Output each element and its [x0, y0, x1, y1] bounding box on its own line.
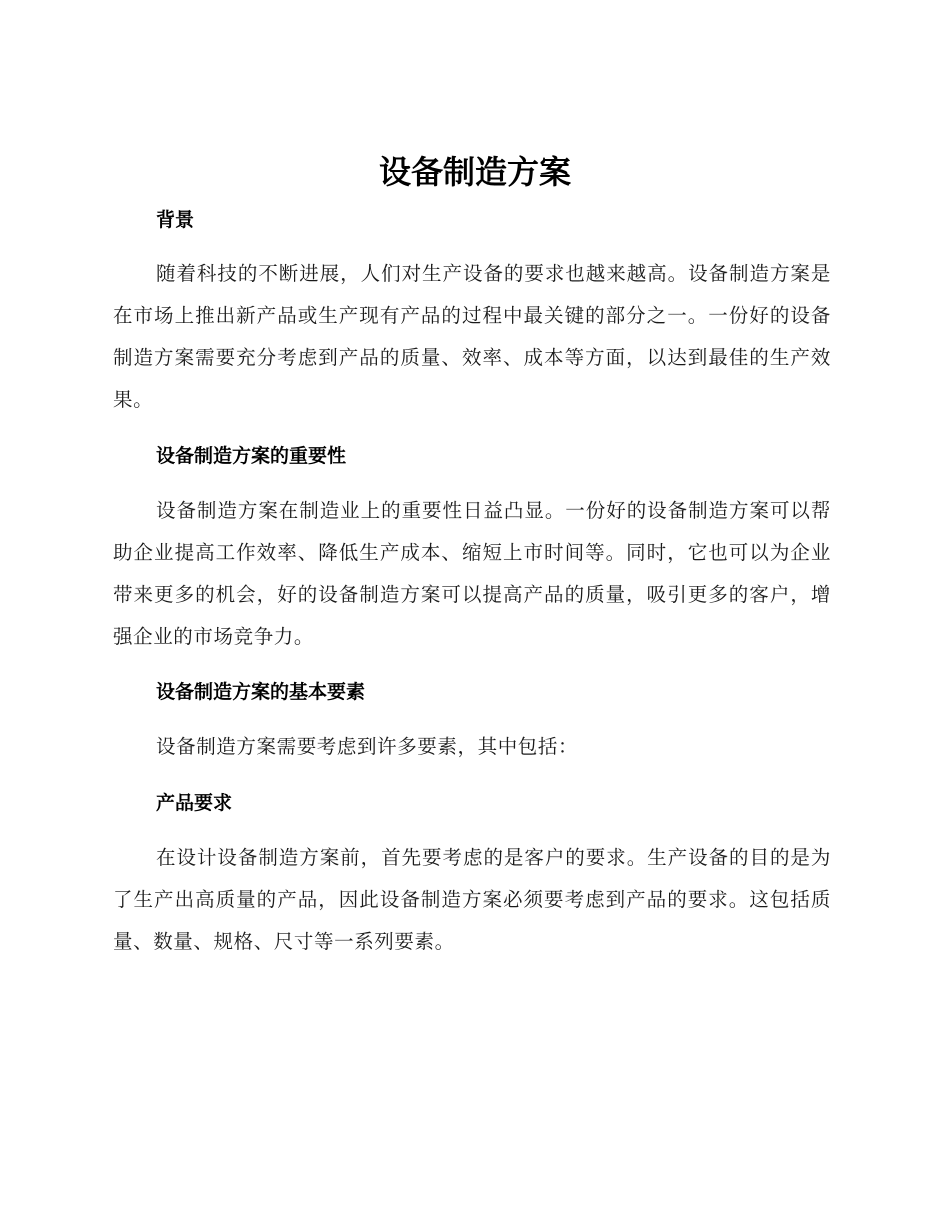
document-title: 设备制造方案: [378, 153, 571, 191]
section-paragraph-importance: 设备制造方案在制造业上的重要性日益凸显。一份好的设备制造方案可以帮助企业提高工作效率、降低生产成本、缩短上市时间等。同时，它也可以为企业带来更多的机会，好的设备制造方案可以提高产品的质量，吸引更多的客户，增强企业的市场竞争力。: [113, 499, 831, 648]
section-heading-importance: 设备制造方案的重要性: [156, 445, 347, 467]
section-heading-basic-elements: 设备制造方案的基本要素: [156, 681, 366, 703]
section-heading-background: 背景: [156, 209, 195, 231]
section-paragraph-background: 随着科技的不断进展，人们对生产设备的要求也越来越高。设备制造方案是在市场上推出新产品或生产现有产品的过程中最关键的部分之一。一份好的设备制造方案需要充分考虑到产品的质量、效率、成本等方面，以达到最佳的生产效果。: [113, 262, 831, 411]
section-heading-product-requirements: 产品要求: [156, 792, 233, 814]
section-paragraph-basic-elements: 设备制造方案需要考虑到许多要素，其中包括：: [156, 735, 579, 758]
section-paragraph-product-requirements: 在设计设备制造方案前，首先要考虑的是客户的要求。生产设备的目的是为了生产出高质量的产品，因此设备制造方案必须要考虑到产品的要求。这包括质量、数量、规格、尺寸等一系列要素。: [113, 846, 831, 953]
